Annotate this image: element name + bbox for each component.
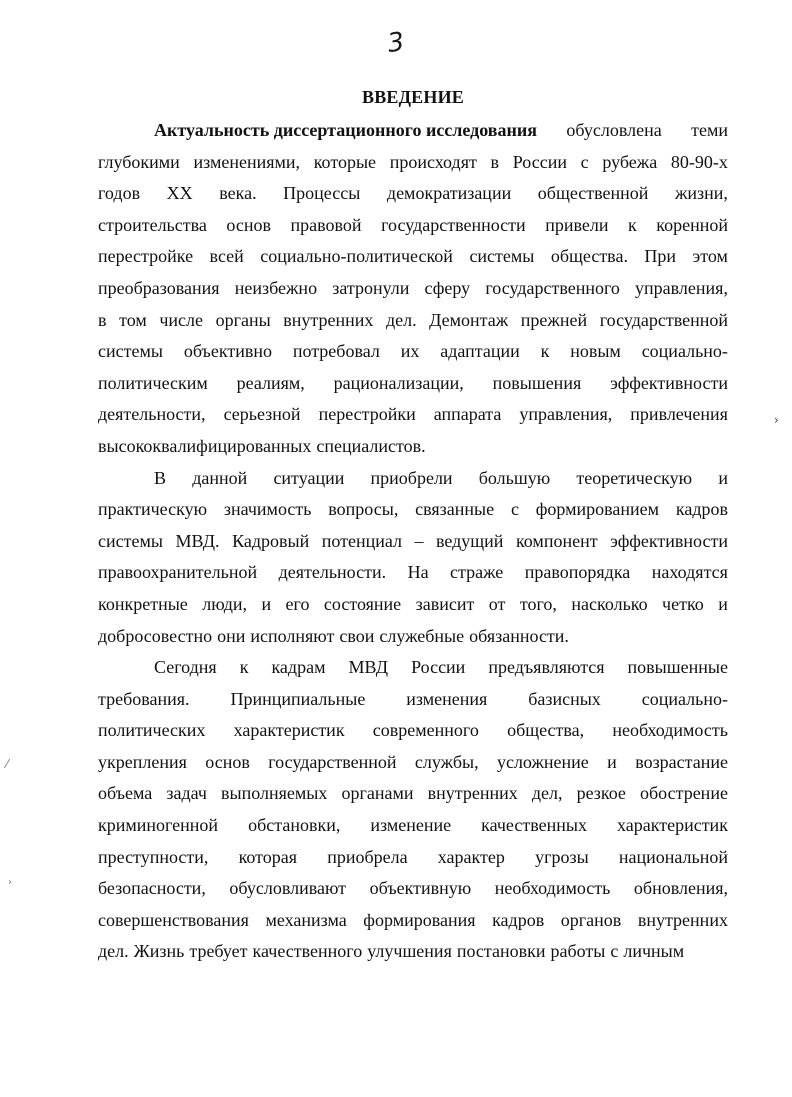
word: затронули <box>332 277 410 298</box>
word: преобразования <box>98 277 220 298</box>
word: внутренних <box>283 309 374 330</box>
word: основ <box>226 214 271 235</box>
word: резкое <box>576 783 626 804</box>
word: Процессы <box>283 183 361 204</box>
word: постановки <box>456 941 546 962</box>
text-line <box>98 368 728 400</box>
word: государственности <box>381 214 526 235</box>
page-number: 3 <box>385 26 407 60</box>
word: служебные <box>379 625 465 646</box>
word: практическую <box>98 499 208 520</box>
text-line <box>98 494 728 526</box>
word: находятся <box>651 562 728 583</box>
word: государственной <box>599 309 728 330</box>
word: социально- <box>641 688 728 709</box>
word: Кадровый <box>232 530 310 551</box>
word: приобрели <box>370 467 453 488</box>
lead-bold-phrase: Актуальность диссертационного исследования <box>154 120 538 140</box>
word: системы <box>98 341 163 362</box>
word: данной <box>192 467 248 488</box>
word: объективную <box>369 878 472 899</box>
text-line <box>98 557 728 589</box>
word: улучшения <box>367 941 452 962</box>
word: дел. <box>385 309 417 330</box>
word: компонент <box>515 530 598 551</box>
word: кадров <box>675 499 728 520</box>
word: системы <box>469 246 535 267</box>
word: теми <box>691 120 728 140</box>
text-line <box>98 810 728 842</box>
word: и <box>607 751 617 772</box>
word: задач <box>166 783 207 804</box>
paragraph-2 <box>98 463 728 653</box>
word: ситуации <box>273 467 345 488</box>
word: политических <box>98 720 206 741</box>
text-line <box>98 463 728 495</box>
text-line <box>98 936 728 968</box>
word: эффективности <box>610 372 728 393</box>
word: укрепления <box>98 751 187 772</box>
word: изменение <box>370 815 452 836</box>
word: базисных <box>528 688 601 709</box>
word: деятельности, <box>98 404 206 425</box>
word: этом <box>692 246 728 267</box>
word: новым <box>570 341 621 362</box>
word: реалиям, <box>236 372 305 393</box>
word: обусловливают <box>229 878 347 899</box>
word: страже <box>450 562 504 583</box>
word: вопросы, <box>328 499 399 520</box>
text-line <box>98 778 728 810</box>
text-line <box>98 526 728 558</box>
text-line <box>98 873 728 905</box>
word: теоретическую <box>576 467 693 488</box>
word: криминогенной <box>98 815 219 836</box>
word: угрозы <box>535 846 589 867</box>
word: глубокими <box>98 151 180 172</box>
text-line <box>98 178 728 210</box>
word: управления, <box>519 404 613 425</box>
word: происходят <box>389 151 477 172</box>
word: деятельности. <box>278 562 387 583</box>
word: коренной <box>656 214 728 235</box>
word: изменения <box>406 688 488 709</box>
word: насколько <box>571 593 648 614</box>
word: управления, <box>635 277 728 298</box>
word: века. <box>219 183 257 204</box>
word: органами <box>341 783 414 804</box>
word: обязанности. <box>469 625 569 646</box>
word: люди, <box>202 593 248 614</box>
word: Жизнь <box>133 941 185 962</box>
word: предъявляются <box>488 657 605 678</box>
text-line <box>98 842 728 874</box>
word: аппарата <box>433 404 502 425</box>
word: рубежа <box>602 151 658 172</box>
word: качественного <box>252 941 363 962</box>
text-line <box>98 399 728 431</box>
word: высококвалифицированных <box>98 435 312 456</box>
word: социально- <box>641 341 728 362</box>
word: правопорядка <box>524 562 631 583</box>
word: работы <box>550 941 606 962</box>
word: социально-политической <box>260 246 453 267</box>
text-line <box>98 210 728 242</box>
paragraph-3 <box>98 652 728 968</box>
word: требования. <box>98 688 190 709</box>
word: общественной <box>537 183 649 204</box>
word: они <box>217 625 246 646</box>
word: адаптации <box>440 341 520 362</box>
text-line <box>98 589 728 621</box>
word: к <box>540 341 550 362</box>
text-line <box>98 336 728 368</box>
word: России <box>512 151 567 172</box>
word: числе <box>159 309 203 330</box>
text-line <box>98 241 728 273</box>
text-line <box>98 621 728 653</box>
word: дел, <box>531 783 563 804</box>
word: в <box>490 151 500 172</box>
word: которая <box>238 846 298 867</box>
word: конкретные <box>98 593 188 614</box>
word: с <box>580 151 589 172</box>
word: безопасности, <box>98 878 206 899</box>
word: специалистов. <box>316 435 426 456</box>
word: современного <box>372 720 479 741</box>
word: перестройки <box>318 404 416 425</box>
word: формированием <box>535 499 660 520</box>
word: и <box>718 467 728 488</box>
word: неизбежно <box>234 277 318 298</box>
word: совершенствования <box>98 909 249 930</box>
word: строительства <box>98 214 207 235</box>
word: обусловлена <box>566 120 662 140</box>
word: 80-90-х <box>670 151 728 172</box>
text-line <box>98 905 728 937</box>
word: внутренних <box>427 783 518 804</box>
word: необходимость <box>494 878 611 899</box>
word: характеристик <box>616 815 728 836</box>
word: МВД. <box>175 530 220 551</box>
word: том <box>119 309 147 330</box>
word: усложнение <box>496 751 589 772</box>
word: и <box>261 593 272 614</box>
text-line <box>98 115 728 147</box>
paragraph-1 <box>98 115 728 463</box>
word: эффективности <box>610 530 728 551</box>
word: значимость <box>223 499 312 520</box>
word: обострение <box>640 783 728 804</box>
word: государственной <box>268 751 397 772</box>
word: к <box>627 214 637 235</box>
word: того, <box>519 593 557 614</box>
section-title: ВВЕДЕНИЕ <box>361 87 464 107</box>
word: общества, <box>507 720 585 741</box>
word: перестройке <box>98 246 194 267</box>
word: правоохранительной <box>98 562 258 583</box>
word: ведущий <box>436 530 504 551</box>
word: с <box>610 941 619 962</box>
word: привели <box>545 214 609 235</box>
text-line <box>98 147 728 179</box>
word: требует <box>189 941 248 962</box>
text-line <box>98 715 728 747</box>
word: прежней <box>520 309 588 330</box>
word: системы <box>98 530 163 551</box>
margin-mark-right: › <box>774 413 779 427</box>
word: потребовал <box>292 341 380 362</box>
word: от <box>488 593 506 614</box>
word: исполняют <box>250 625 335 646</box>
word: повышения <box>492 372 582 393</box>
document-body <box>98 115 728 968</box>
word: качественных <box>481 815 587 836</box>
word: органы <box>215 309 271 330</box>
word: политическим <box>98 372 208 393</box>
word: основ <box>205 751 250 772</box>
word: При <box>644 246 677 267</box>
word: свои <box>339 625 375 646</box>
word: необходимость <box>612 720 728 741</box>
word: выполняемых <box>221 783 328 804</box>
word: преступности, <box>98 846 209 867</box>
word: и <box>718 593 728 614</box>
word: На <box>407 562 429 583</box>
word: Принципиальные <box>230 688 366 709</box>
word: объективно <box>183 341 272 362</box>
word: обновления, <box>633 878 728 899</box>
word: демократизации <box>386 183 512 204</box>
word: изменениями, <box>193 151 301 172</box>
word: МВД <box>348 657 389 678</box>
word: к <box>239 657 249 678</box>
word: связанные <box>415 499 495 520</box>
word: которые <box>313 151 377 172</box>
word: зависит <box>415 593 475 614</box>
word: повышенные <box>627 657 728 678</box>
word: жизни, <box>674 183 728 204</box>
text-line <box>98 305 728 337</box>
word: характеристик <box>233 720 345 741</box>
word: четко <box>662 593 704 614</box>
word: механизма <box>265 909 347 930</box>
word: службы, <box>414 751 479 772</box>
word: в <box>98 309 107 330</box>
word: XX <box>166 183 193 204</box>
text-line <box>98 431 728 463</box>
word: сферу <box>424 277 471 298</box>
word: с <box>510 499 519 520</box>
word: возрастание <box>635 751 728 772</box>
word: Сегодня <box>154 657 217 678</box>
word: общества. <box>550 246 628 267</box>
word: состояние <box>323 593 402 614</box>
text-line <box>98 684 728 716</box>
word: формирования <box>363 909 476 930</box>
word: большую <box>478 467 551 488</box>
word: приобрела <box>327 846 408 867</box>
word: потенциал <box>321 530 402 551</box>
word: добросовестно <box>98 625 213 646</box>
word: Демонтаж <box>429 309 509 330</box>
word: В <box>154 467 167 488</box>
word: органов <box>560 909 622 930</box>
word: их <box>400 341 420 362</box>
word: характер <box>437 846 505 867</box>
word: всей <box>209 246 244 267</box>
word: кадров <box>492 909 545 930</box>
word: его <box>285 593 310 614</box>
word: дел. <box>98 941 129 962</box>
word: рационализации, <box>333 372 464 393</box>
word: правовой <box>290 214 362 235</box>
margin-mark-left-bottom: › <box>8 877 12 888</box>
text-line <box>98 273 728 305</box>
word: личным <box>623 941 685 962</box>
word: годов <box>98 183 141 204</box>
word: объема <box>98 783 153 804</box>
word: обстановки, <box>248 815 341 836</box>
word: кадрам <box>271 657 326 678</box>
word: – <box>414 530 424 551</box>
text-line <box>98 747 728 779</box>
word: серьезной <box>223 404 301 425</box>
word: государственного <box>485 277 620 298</box>
text-line <box>98 652 728 684</box>
margin-mark-left-top: ⁄ <box>6 757 9 771</box>
word: национальной <box>618 846 728 867</box>
word: России <box>411 657 466 678</box>
word: привлечения <box>630 404 728 425</box>
word: внутренних <box>637 909 728 930</box>
